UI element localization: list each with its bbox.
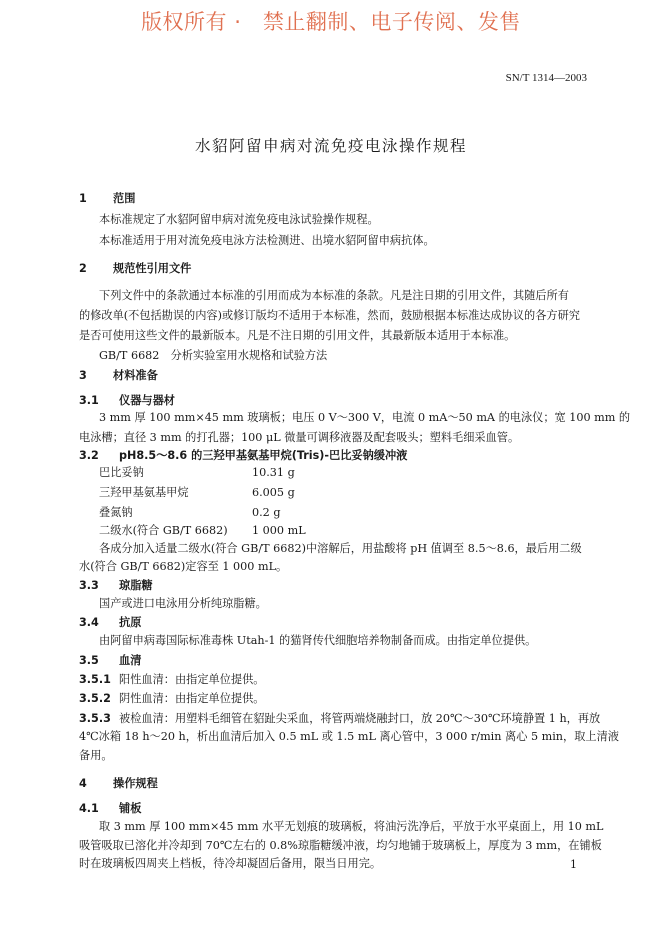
section-3-1-line-1: 3 mm 厚 100 mm×45 mm 玻璃板；电压 0 V～300 V，电流 0 mA～50 mA 的电泳仪；宽 100 mm 的 xyxy=(99,411,631,424)
section-2-line-2: 的修改单(不包括勘误的内容)或修订版均不适用于本标准，然而，鼓励根据本标准达成协议的各方研究 xyxy=(79,309,580,322)
section-3-4-text: 由阿留申病毒国际标准毒株 Utah-1 的猫肾传代细胞培养物制备而成。由指定单位提供。 xyxy=(99,634,537,647)
document-title: 水貂阿留申病对流免疫电泳操作规程 xyxy=(194,137,467,155)
section-3-5-2: 3.5.2 阴性血清：由指定单位提供。 xyxy=(79,692,265,705)
reagent-name: 三羟甲基氨基甲烷 xyxy=(99,486,189,499)
section-4-heading: 4 操作规程 xyxy=(79,777,158,790)
reagent-name: 巴比妥钠 xyxy=(99,466,144,479)
reagent-quantity: 1 000 mL xyxy=(252,524,306,537)
section-3-4-heading: 3.4 抗原 xyxy=(79,616,142,629)
section-3-3-heading: 3.3 琼脂糖 xyxy=(79,579,153,592)
reagent-quantity: 10.31 g xyxy=(252,466,295,479)
reagent-name: 二级水(符合 GB/T 6682) xyxy=(99,524,228,537)
reagent-quantity: 0.2 g xyxy=(252,506,281,519)
copyright-banner: 版权所有 · 禁止翻制、电子传阅、发售 xyxy=(141,10,521,34)
section-4-1-line-3: 时在玻璃板四周夹上档板，待冷却凝固后备用，限当日用完。 xyxy=(79,857,382,870)
reagent-name: 叠氮钠 xyxy=(99,506,133,519)
section-3-2-line-1: 各成分加入适量二级水(符合 GB/T 6682)中溶解后，用盐酸将 pH 值调至 8.5～8.6，最后用二级 xyxy=(99,542,582,555)
section-3-5-3: 3.5.3 被检血清：用塑料毛细管在貂趾尖采血，将管两端烧融封口，放 20℃～30℃环境静置 1 h，再放 xyxy=(79,712,601,725)
section-1-heading: 1 范围 xyxy=(79,192,136,205)
section-2-line-3: 是否可使用这些文件的最新版本。凡是不注日期的引用文件，其最新版本适用于本标准。 xyxy=(79,329,516,342)
section-3-5-3-line-3: 备用。 xyxy=(79,749,113,762)
section-1-paragraph-1: 本标准规定了水貂阿留申病对流免疫电泳试验操作规程。 xyxy=(99,213,379,226)
section-4-1-line-1: 取 3 mm 厚 100 mm×45 mm 水平无划痕的玻璃板，将油污洗净后，平放于水平桌面上，用 10 mL xyxy=(99,820,604,833)
section-3-1-heading: 3.1 仪器与器材 xyxy=(79,394,175,407)
reagent-quantity: 6.005 g xyxy=(252,486,295,499)
section-3-2-line-2: 水(符合 GB/T 6682)定容至 1 000 mL。 xyxy=(79,560,288,573)
section-3-5-1: 3.5.1 阳性血清：由指定单位提供。 xyxy=(79,673,265,686)
section-3-heading: 3 材料准备 xyxy=(79,369,158,382)
section-2-line-1: 下列文件中的条款通过本标准的引用而成为本标准的条款。凡是注日期的引用文件，其随后所有 xyxy=(99,289,569,302)
section-3-2-heading: 3.2 pH8.5～8.6 的三羟甲基氨基甲烷(Tris)-巴比妥钠缓冲液 xyxy=(79,449,408,462)
section-3-1-line-2: 电泳槽；直径 3 mm 的打孔器；100 μL 微量可调移液器及配套吸头；塑料毛细采血管。 xyxy=(79,431,520,444)
normative-reference: GB/T 6682 分析实验室用水规格和试验方法 xyxy=(99,349,328,362)
section-3-5-heading: 3.5 血清 xyxy=(79,654,142,667)
section-3-5-3-line-2: 4℃冰箱 18 h～20 h，析出血清后加入 0.5 mL 或 1.5 mL 离心管中，3 000 r/min 离心 5 min，取上清液 xyxy=(79,730,619,743)
page-number: 1 xyxy=(570,858,577,871)
section-4-1-line-2: 吸管吸取已溶化并冷却到 70℃左右的 0.8%琼脂糖缓冲液，均匀地铺于玻璃板上，厚度为 3 mm，在铺板 xyxy=(79,839,602,852)
section-3-3-text: 国产或进口电泳用分析纯琼脂糖。 xyxy=(99,597,267,610)
section-4-1-heading: 4.1 铺板 xyxy=(79,802,142,815)
section-1-paragraph-2: 本标准适用于用对流免疫电泳方法检测进、出境水貂阿留申病抗体。 xyxy=(99,234,435,247)
section-2-heading: 2 规范性引用文件 xyxy=(79,262,192,275)
standard-code: SN/T 1314—2003 xyxy=(505,72,587,84)
